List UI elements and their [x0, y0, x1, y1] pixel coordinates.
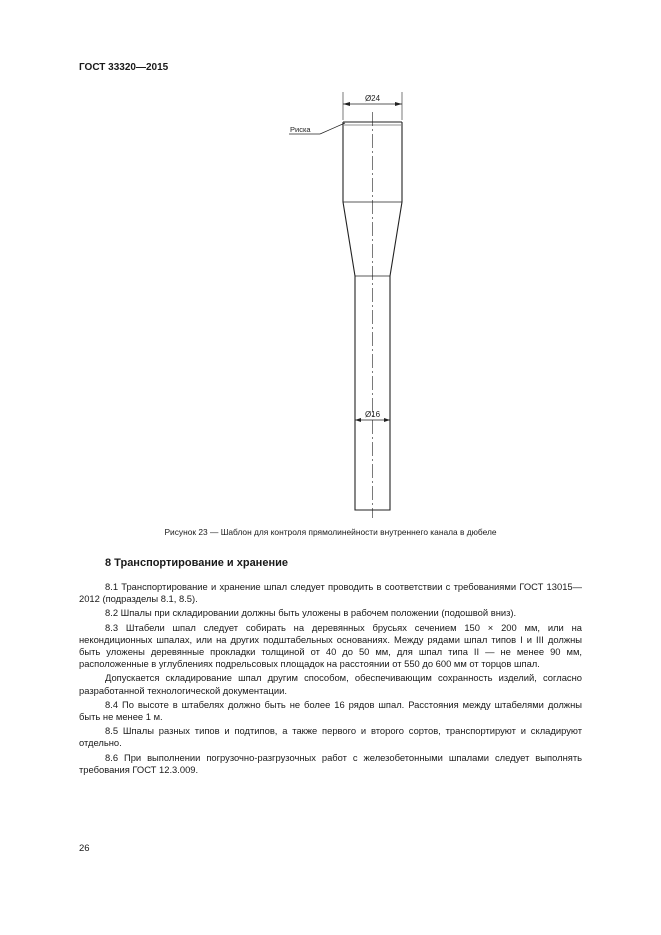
section-body — [79, 581, 582, 778]
paragraph-8-2: 8.2 Шпалы при складировании должны быть уложены в рабочем положении (подошвой вниз). — [105, 607, 517, 619]
notch-label: Риска — [290, 125, 311, 134]
paragraph-8-1: 8.1 Транспортирование и хранение шпал следует проводить в соответствии с требованиями ГОСТ 13015—2012 (подразделы 8.1, 8.5). — [79, 581, 582, 605]
template-drawing — [280, 90, 440, 520]
paragraph-8-3: 8.3 Штабели шпал следует собирать на деревянных брусьях сечением 150 × 200 мм, или на некондиционных шпалах, или на других подштабельных основаниях. Между рядами шпал типов I и III должны быть уложены деревянные прокладки толщиной от 40 до 50 мм, для шпал типа II — не менее 90 мм, расположенные в углублениях подрельсовых площадок на расстоянии от 550 до 600 мм от торцов шпал. — [79, 621, 582, 670]
paragraph-8-4: 8.4 По высоте в штабелях должно быть не более 16 рядов шпал. Расстояния между штабелями должны быть не менее 1 м. — [79, 698, 582, 723]
paragraph-8-5: 8.5 Шпалы разных типов и подтипов, а также первого и второго сортов, транспортируют и складируют отдельно. — [79, 725, 582, 749]
section-title: 8 Транспортирование и хранение — [105, 557, 288, 569]
paragraph-8-3-note: Допускается складирование шпал другим способом, обеспечивающим сохранность изделий, согласно разработанной технологической документации. — [79, 672, 582, 696]
notch-leader — [320, 123, 345, 134]
figure-caption: Рисунок 23 — Шаблон для контроля прямолинейности внутреннего канала в дюбеле — [164, 527, 497, 537]
page-number: 26 — [79, 843, 90, 854]
dim-label-bottom: Ø16 — [364, 410, 381, 419]
document-header: ГОСТ 33320—2015 — [79, 62, 169, 73]
paragraph-8-6: 8.6 При выполнении погрузочно-разгрузочных работ с железобетонными шпалами следует выполнять требования ГОСТ 12.3.009. — [79, 751, 582, 775]
dim-label-top: Ø24 — [364, 94, 381, 103]
